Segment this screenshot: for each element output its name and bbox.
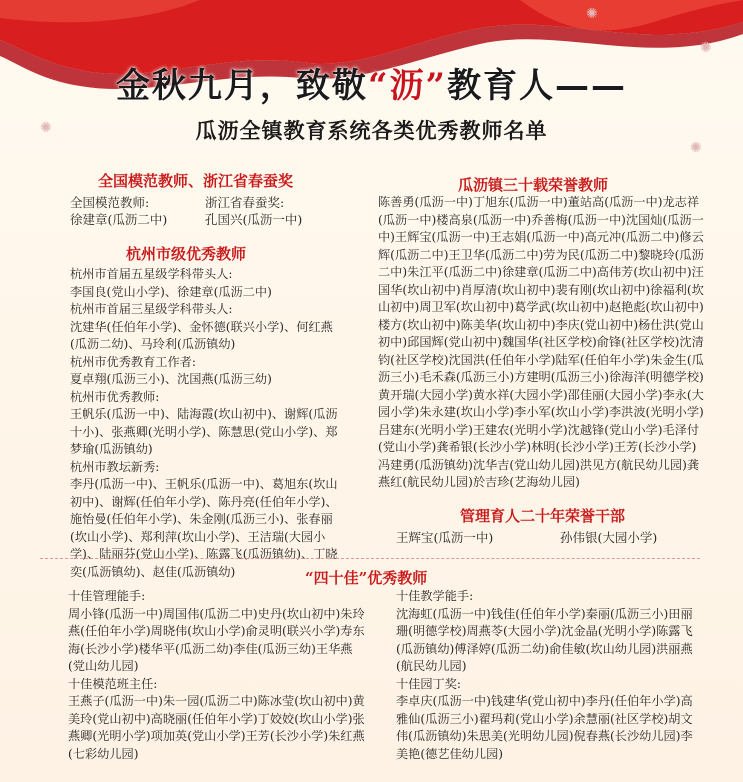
group-names: 周小锋(瓜沥一中)周国伟(瓜沥二中)史丹(坎山初中)朱玲燕(任伯年小学)周晓伟(坎山小学)俞灵明(联兴小学)寿东海(长沙小学)楼华平(瓜沥二幼)李佳(瓜沥三幼)王华燕(党山幼儿园) [68,606,365,673]
management-name-1: 王辉宝(瓜沥一中) [396,530,494,545]
group-label: 杭州市首届五星级学科带头人: [70,267,233,281]
group-names: 王帆乐(瓜沥一中)、陆海霞(坎山初中)、谢辉(瓜沥十小)、张燕卿(光明小学)、陈慧思(党山小学)、郑梦瑜(瓜沥镇幼) [70,407,338,456]
group-names: 王燕子(瓜沥一中)朱一园(瓜沥二中)陈冰莹(坎山初中)黄美玲(党山初中)高晓丽(任伯年小学)丁姣姣(坎山小学)张燕卿(光明小学)项加英(党山小学)王芳(长沙小学)朱红燕(七彩幼儿园) [68,694,365,761]
group-names: 夏卓翔(瓜沥三小)、沈国燕(瓜沥三幼) [70,372,272,386]
firework-icon: ✺ [586,6,598,22]
group-names: 沈建华(任伯年小学)、金怀德(联兴小学)、何红燕(瓜沥二幼)、马玲利(瓜沥镇幼) [70,319,333,351]
forty-best-left [40,588,368,763]
group-label: 杭州市优秀教师: [70,389,160,404]
group-label: 杭州市首届三星级学科带头人: [70,302,233,316]
group-label: 十佳教学能手: [396,589,474,603]
section-title-thirty-years: 瓜沥镇三十载荣誉教师 [458,176,609,194]
divider [40,558,700,559]
spring-silkworm-name: 孔国兴(瓜沥一中) [205,212,303,227]
section-title-management: 管理育人二十年荣誉干部 [460,507,626,525]
group-label: 杭州市教坛新秀: [70,459,160,474]
forty-best-right [376,588,704,763]
national-model-label: 全国模范教师: [70,195,150,210]
hangzhou-list [48,266,348,581]
spring-silkworm-label: 浙江省春蚕奖: [205,195,285,210]
group-label: 十佳模范班主任: [68,676,158,691]
management-name-2: 孙伟银(大园小学) [560,530,658,545]
page-title [0,58,743,107]
page-header [0,58,743,145]
group-names: 李国良(党山小学)、徐建章(瓜沥二中) [70,284,272,299]
firework-icon: ✺ [40,120,52,136]
section-title-hangzhou: 杭州市级优秀教师 [126,245,247,263]
title-quote: “沥” [367,66,448,106]
group-names: 李卓庆(瓜沥一中)钱建华(党山初中)李丹(任伯年小学)高雅仙(瓜沥三小)翟玛莉(党山小学)余慧丽(社区学校)胡文伟(瓜沥镇幼)朱思美(光明幼儿园)倪春燕(长沙幼儿园)李美艳(德艺佳幼儿园) [396,694,693,761]
thirty-years-list: 陈善勇(瓜沥一中)丁旭东(瓜沥一中)董站高(瓜沥一中)龙志祥(瓜沥一中)楼高泉(瓜沥一中)乔善梅(瓜沥一中)沈国灿(瓜沥一中)王辉宝(瓜沥一中)王志娟(瓜沥一中)高元冲(瓜沥二中)修云辉(瓜沥二中)王卫华(瓜沥二中)劳为民(瓜沥二中)黎晓玲(瓜沥二中)朱江平(瓜沥二中)徐建章(瓜沥二中)高伟芳(坎山初中)汪国华(坎山初中)肖厚清(坎山初中)裴有刚(坎山初中)徐福利(坎山初中)周卫军(坎山初中)葛学武(坎山初中)赵艳彪(坎山初中)楼方(坎山初中)陈美华(坎山初中)李庆(党山初中)杨仕洪(党山初中)邱国辉(党山初中)魏国华(社区学校)俞锋(社区学校)沈清钧(社区学校)沈国洪(任伯年小学)陆军(任伯年小学)朱金生(瓜沥三小)毛禾森(瓜沥三小)方建明(瓜沥三小)徐海洋(明德学校)黄开瑞(大园小学)黄水祥(大园小学)邵佳丽(大园小学)李永(大园小学)朱永建(坎山小学)李小军(坎山小学)李洪波(光明小学)吕建东(光明小学)王建农(光明小学)沈越锋(党山小学)毛泽付(党山小学)龚希银(长沙小学)林明(长沙小学)王芳(长沙小学)冯建勇(瓜沥镇幼)沈华吉(党山幼儿园)洪见方(航民幼儿园)龚燕红(航民幼儿园)於吉珍(艺海幼儿园) [378,195,704,489]
section-title-forty-best: “四十佳”优秀教师 [305,569,428,587]
firework-icon: ✺ [690,140,702,156]
section-title-national: 全国模范教师、浙江省春蚕奖 [98,172,294,190]
national-model-name: 徐建章(瓜沥二中) [70,212,168,227]
title-part: 金秋九月，致敬 [115,66,368,106]
group-names: 李丹(瓜沥一中)、王帆乐(瓜沥一中)、葛旭东(坎山初中)、谢辉(任伯年小学)、陈丹亮(任伯年小学)、施怡曼(任伯年小学)、朱金刚(瓜沥三小)、张春丽(坎山小学)、郑利萍(坎山小学)、王洁瑞(大园小学)、陆丽芬(党山小学)、陈露飞(瓜沥镇幼)、丁晓奕(瓜沥镇幼)、赵佳(瓜沥镇幼) [70,477,338,579]
group-label: 杭州市优秀教育工作者: [70,354,196,369]
group-label: 十佳管理能手: [68,589,146,603]
page-subtitle: 瓜沥全镇教育系统各类优秀教师名单 [195,118,548,143]
title-part: 教育人—— [447,66,628,106]
group-label: 十佳园丁奖: [396,676,462,691]
group-names: 沈海虹(瓜沥一中)钱佳(任伯年小学)秦丽(瓜沥三小)田丽珊(明德学校)周燕苓(大园小学)沈金晶(光明小学)陈露飞(瓜沥镇幼)傅泽婷(瓜沥二幼)俞佳敏(坎山幼儿园)洪丽燕(航民幼儿园) [396,606,693,673]
firework-icon: ✺ [700,40,712,56]
